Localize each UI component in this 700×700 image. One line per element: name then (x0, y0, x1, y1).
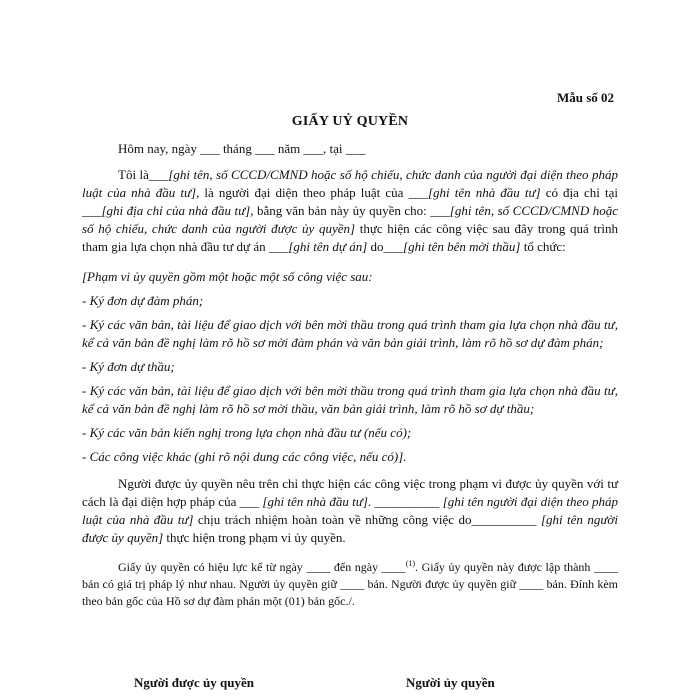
resp-placeholder-investor: [ghi tên nhà đầu tư] (262, 494, 368, 509)
intro-paragraph (82, 166, 618, 256)
authorization-scope (82, 268, 618, 466)
validity-paragraph (82, 559, 618, 610)
intro-text-7: tổ chức: (520, 239, 566, 254)
date-line: Hôm nay, ngày ___ tháng ___ năm ___, tại ___ (118, 141, 366, 156)
scope-item: - Ký đơn dự thầu; (82, 359, 175, 374)
scope-item: - Ký các văn bản, tài liệu để giao dịch với bên mời thầu trong quá trình tham gia lựa chọn nhà đầu tư, kể cả văn bản đề nghị làm rõ hồ sơ mời thầu, văn bản giải trình, làm rõ hồ sơ dự thầu; (82, 383, 618, 416)
form-number: Mẫu số 02 (556, 90, 614, 105)
principal-signature-label: Người ủy quyền (406, 675, 495, 690)
document-body (82, 140, 618, 610)
resp-text-4: thực hiện trong phạm vi ủy quyền. (163, 530, 346, 545)
intro-text-6: do___ (367, 239, 404, 254)
attorney-signature-label: Người được ủy quyền (134, 675, 254, 690)
intro-text-5: thực hiện các công việc sau đây trong quá trình tham gia lựa chọn nhà đầu tư dự án ___ (82, 221, 619, 254)
document-title: GIẤY UỶ QUYỀN (291, 114, 409, 129)
scope-item: - Ký các văn bản kiến nghị trong lựa chọn nhà đầu tư (nếu có); (82, 425, 412, 440)
resp-text-1: Người được ủy quyền nêu trên chỉ thực hiện các công việc trong phạm vi được ủy quyền với tư cách là đại diện hợp pháp của ___ (82, 476, 618, 509)
intro-placeholder-investor: [ghi tên nhà đầu tư] (427, 185, 541, 200)
scope-item: - Các công việc khác (ghi rõ nội dung các công việc, nếu có)]. (82, 449, 407, 464)
resp-placeholder-attorney: [ghi tên người được ủy quyền] (82, 512, 618, 545)
intro-placeholder-address: [ghi địa chỉ của nhà đầu tư] (101, 203, 251, 218)
footnote-marker: (1) (405, 559, 416, 568)
intro-placeholder-project: [ghi tên dự án] (288, 239, 368, 254)
resp-placeholder-legal-rep: [ghi tên người đại diện theo pháp luật của nhà đầu tư] (82, 494, 618, 527)
validity-text-1: Giấy ủy quyền có hiệu lực kể từ ngày ____ đến ngày ____ (118, 560, 406, 574)
intro-placeholder-inviting-party: [ghi tên bên mời thầu] (403, 239, 521, 254)
scope-item: - Ký đơn dự đàm phán; (82, 293, 204, 308)
scope-heading: [Phạm vi ủy quyền gồm một hoặc một số công việc sau: (82, 269, 373, 284)
scope-item: - Ký các văn bản, tài liệu để giao dịch với bên mời thầu trong quá trình tham gia lựa chọn nhà đầu tư, kể cả văn bản đề nghị làm rõ hồ sơ mời đàm phán và văn bản giải trình, làm rõ hồ sơ dự đàm phán; (82, 317, 618, 350)
intro-text-1: Tôi là___ (118, 167, 169, 182)
responsibility-paragraph (82, 475, 618, 547)
intro-placeholder-attorney: [ghi tên, số CCCD/CMND hoặc số hộ chiếu, chức danh của người được ủy quyền] (82, 203, 618, 236)
resp-text-3: chịu trách nhiệm hoàn toàn về những công việc do__________ (193, 512, 541, 527)
intro-text-4: , bằng văn bản này ủy quyền cho: ___ (250, 203, 450, 218)
resp-text-2: . __________ (367, 494, 443, 509)
intro-text-2: , là người đại diện theo pháp luật của ___ (196, 185, 428, 200)
intro-text-3: có địa chỉ tại ___ (82, 185, 618, 218)
validity-text-2: . Giấy ủy quyền này được lập thành ____ bản có giá trị pháp lý như nhau. Người ủy quyền giữ ____ bản. Người được ủy quyền giữ ____ bản. Đính kèm theo bản gốc của Hồ sơ dự đàm phán một (01) bản gốc./. (82, 560, 618, 608)
intro-placeholder-principal: [ghi tên, số CCCD/CMND hoặc số hộ chiếu, chức danh của người đại diện theo pháp luật của nhà đầu tư] (82, 167, 618, 200)
